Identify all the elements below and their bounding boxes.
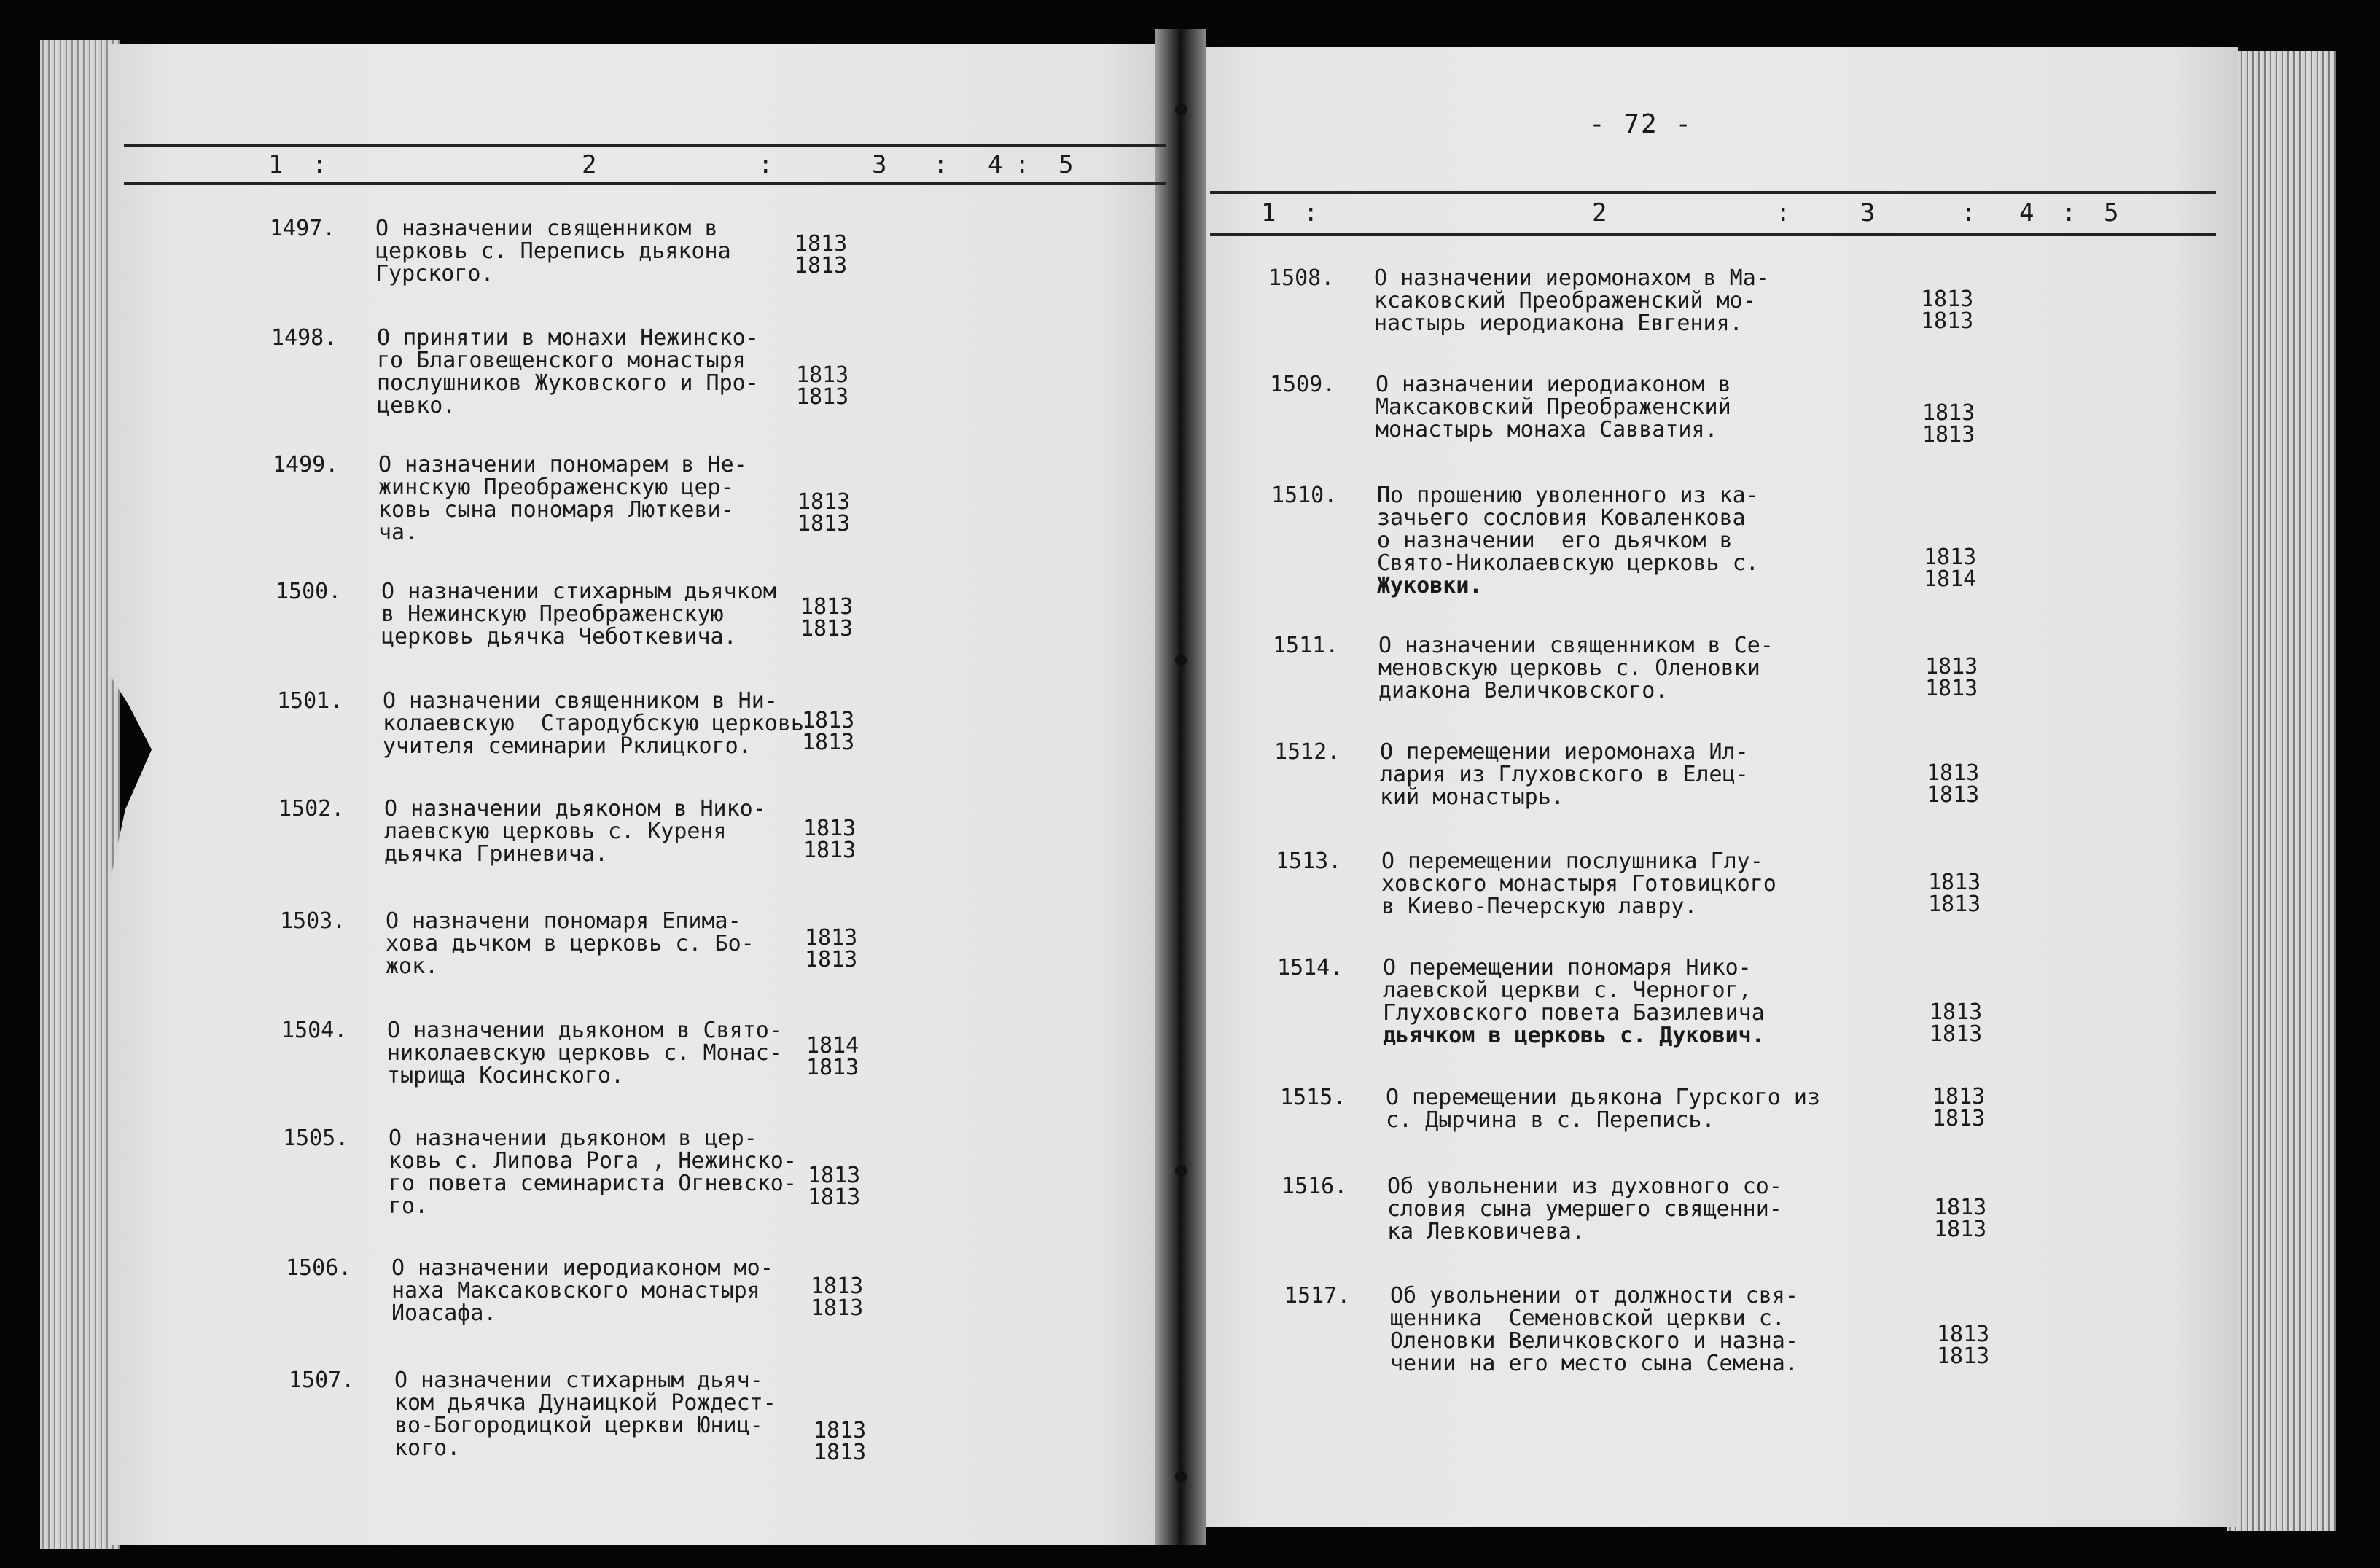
col-1-header: 1: [268, 150, 284, 179]
binding-hole: [1175, 655, 1187, 666]
record-number: 1509.: [1270, 372, 1336, 397]
record-number: 1505.: [283, 1126, 349, 1151]
record-years: 1813 1813: [811, 1273, 864, 1321]
col-5-header: 5: [2104, 198, 2119, 227]
record-number: 1503.: [280, 908, 346, 934]
header-rule-bottom: [124, 182, 1166, 185]
col-1-header: 1: [1261, 198, 1276, 227]
binding-hole: [1175, 104, 1187, 115]
record-number: 1501.: [277, 688, 343, 714]
binding-hole: [1175, 1471, 1187, 1483]
book-spine: [1155, 29, 1206, 1545]
record-years: 1813 1813: [1928, 870, 1981, 917]
col-separator: :: [933, 150, 948, 179]
col-2-header: 2: [1592, 198, 1607, 227]
record-years: 1813 1813: [1921, 286, 1974, 334]
col-separator: :: [1015, 150, 1030, 179]
record-years: 1813 1813: [1927, 760, 1980, 808]
record-description: О перемещении пономаря Нико- лаевской церкви с. Черногог, Глуховского повета Базилевича дьячком в церковь с. Дукович.: [1383, 955, 1765, 1048]
record-years: 1813 1813: [1925, 654, 1978, 701]
record-description: О назначении дьяконом в Свято- николаевскую церковь с. Монас- тырища Косинского.: [387, 1018, 782, 1088]
record-years: 1813 1813: [1932, 1084, 1986, 1131]
record-years: 1813 1813: [808, 1163, 861, 1210]
col-separator: :: [758, 150, 773, 179]
record-years: 1813 1813: [1937, 1322, 1990, 1369]
record-years: 1813 1813: [795, 231, 848, 278]
record-number: 1500.: [276, 579, 342, 604]
record-number: 1515.: [1280, 1085, 1346, 1110]
record-years: 1813 1813: [802, 708, 855, 755]
record-number: 1514.: [1277, 955, 1343, 980]
record-description: О назначении иеродиаконом в Максаковский Преображенский монастырь монаха Савватия.: [1376, 372, 1731, 442]
record-description: О назначении иеродиаконом мо- наха Максаковского монастыря Иоасафа.: [391, 1255, 773, 1326]
col-4-header: 4: [2019, 198, 2034, 227]
record-years: 1813 1813: [796, 362, 849, 410]
record-description: О принятии в монахи Нежинско- го Благовещенского монастыря послушников Жуковского и Про- цевко.: [377, 325, 759, 418]
record-number: 1517.: [1284, 1283, 1351, 1308]
record-number: 1506.: [286, 1255, 352, 1281]
record-years: 1814 1813: [806, 1033, 859, 1080]
col-separator: :: [1776, 198, 1791, 227]
record-description: О назначении стихарным дьяч- ком дьячка Дунаицкой Рождест- во-Богородицкой церкви Юниц- кого.: [394, 1368, 776, 1461]
page-stack-right: [2227, 51, 2336, 1531]
record-description: О назначении священником в церковь с. Перепись дьякона Гурского.: [375, 216, 731, 286]
record-description: О назначении дьяконом в цер- ковь с. Липова Рога , Нежинско- го повета семинариста Огневско- го.: [389, 1126, 797, 1219]
record-years: 1813 1813: [803, 816, 857, 863]
record-description: О назначении дьяконом в Нико- лаевскую церковь с. Куреня дьячка Гриневича.: [384, 796, 766, 867]
col-separator: :: [312, 150, 327, 179]
record-years: 1813 1814: [1924, 545, 1977, 592]
record-description: О назначении иеромонахом в Ма- ксаковский Преображенский мо- настырь иеродиакона Евгения.: [1374, 265, 1769, 336]
record-number: 1502.: [278, 796, 345, 822]
record-description: О назначени пономаря Епима- хова дьчком в церковь с. Бо- жок.: [386, 908, 754, 979]
record-description: О назначении пономарем в Не- жинскую Преображенскую цер- ковь сына пономаря Люткеви- ча.: [378, 452, 747, 545]
page-number: - 72 -: [1589, 109, 1693, 139]
record-description: Об увольнении из духовного со- словия сына умершего священни- ка Левковичева.: [1387, 1174, 1782, 1244]
col-3-header: 3: [1860, 198, 1876, 227]
col-3-header: 3: [872, 150, 887, 179]
record-description: О перемещении иеромонаха Ил- лария из Глуховского в Елец- кий монастырь.: [1380, 739, 1749, 810]
record-years: 1813 1813: [814, 1418, 867, 1465]
binding-hole: [1175, 1165, 1187, 1177]
record-years: 1813 1813: [800, 594, 854, 641]
record-number: 1507.: [289, 1368, 355, 1393]
record-number: 1508.: [1268, 265, 1335, 291]
record-number: 1497.: [270, 216, 336, 241]
col-separator: :: [2061, 198, 2077, 227]
col-separator: :: [1961, 198, 1976, 227]
record-years: 1813 1813: [805, 925, 858, 972]
record-number: 1516.: [1281, 1174, 1348, 1199]
header-rule-top: [1210, 191, 2216, 194]
header-rule-bottom: [1210, 233, 2216, 236]
record-number: 1511.: [1273, 633, 1339, 658]
record-number: 1510.: [1271, 483, 1338, 508]
record-description: О назначении священником в Ни- колаевскую Стародубскую церковь учителя семинарии Рклицкого.: [383, 688, 804, 759]
record-number: 1513.: [1276, 849, 1342, 874]
record-years: 1813 1813: [1930, 999, 1983, 1047]
record-number: 1498.: [271, 325, 338, 351]
record-description: По прошению уволенного из ка- зачьего сословия Коваленкова о назначении его дьячком в Свято-Николаевскую церковь с. Жуковки.: [1377, 483, 1759, 598]
record-years: 1813 1813: [797, 489, 851, 537]
record-description: О перемещении дьякона Гурского из с. Дырчина в с. Перепись.: [1386, 1085, 1821, 1133]
col-4-header: 4: [988, 150, 1003, 179]
record-description: О назначении стихарным дьячком в Нежинскую Преображенскую церковь дьячка Чеботкевича.: [381, 579, 776, 650]
record-number: 1512.: [1274, 739, 1341, 765]
record-number: 1499.: [273, 452, 339, 477]
col-2-header: 2: [582, 150, 597, 179]
record-years: 1813 1813: [1934, 1195, 1987, 1242]
page-stack-left: [40, 40, 120, 1549]
col-separator: :: [1303, 198, 1319, 227]
record-description: О перемещении послушника Глу- ховского монастыря Готовицкого в Киево-Печерскую лавру.: [1381, 849, 1776, 919]
col-5-header: 5: [1058, 150, 1074, 179]
record-description: Об увольнении от должности свя- щенника Семеновской церкви с. Оленовки Величковского и назна- чении на его место сына Семена.: [1390, 1283, 1798, 1376]
header-rule-top: [124, 144, 1166, 147]
record-description: О назначении священником в Се- меновскую церковь с. Оленовки диакона Величковского.: [1378, 633, 1774, 703]
record-years: 1813 1813: [1922, 400, 1975, 448]
record-number: 1504.: [281, 1018, 348, 1043]
